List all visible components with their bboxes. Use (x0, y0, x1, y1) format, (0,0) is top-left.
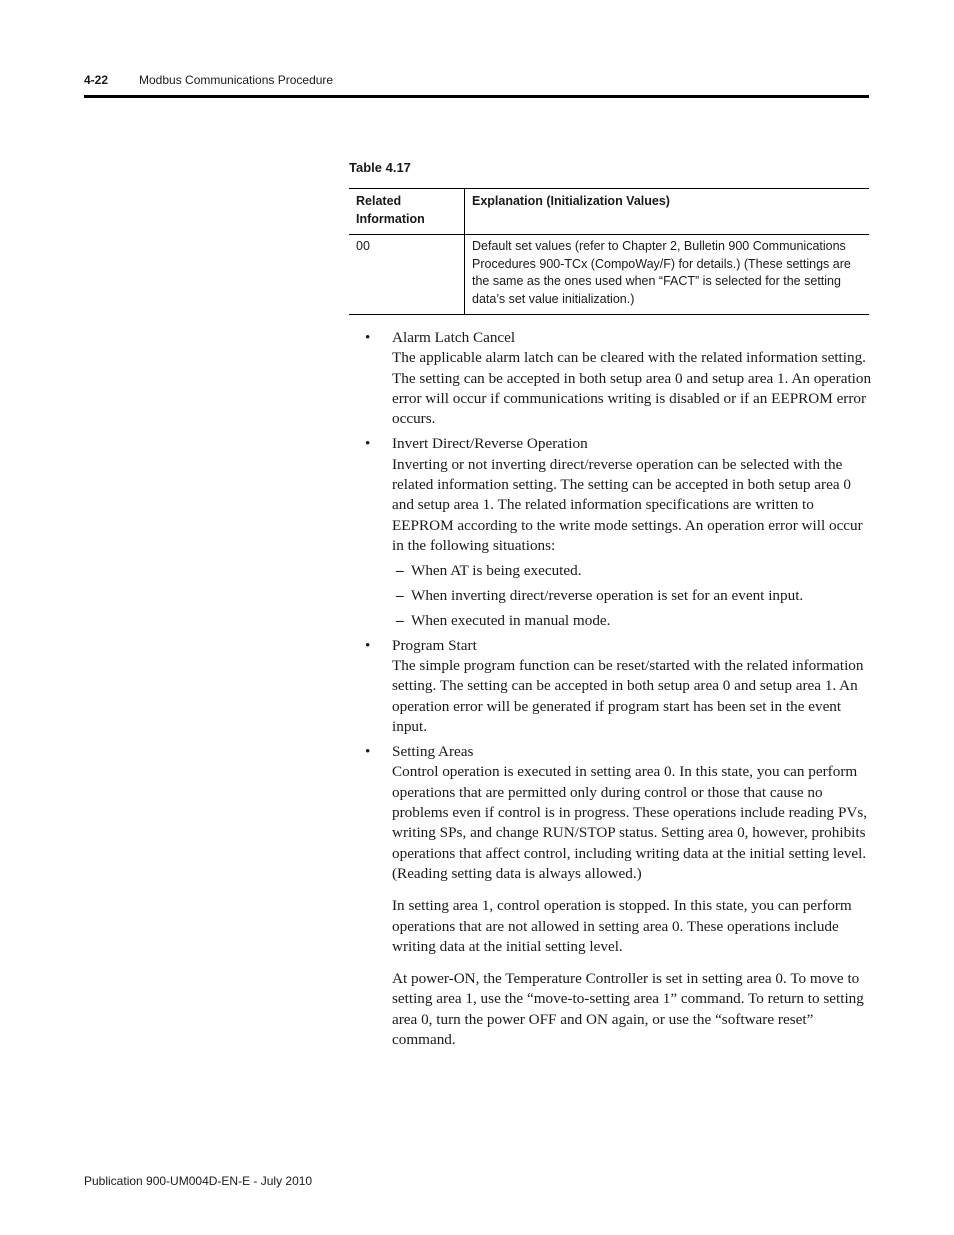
bullet-text: Inverting or not inverting direct/reverse operation can be selected with the related information setting. The setting can be accepted in both setup area 0 and setup area 1. The related information specifications are written to EEPROM according to the write mode settings. An operation error will occur in the following situations: (392, 455, 863, 554)
info-table (349, 188, 869, 315)
table-cell: 00 (349, 235, 465, 315)
body-text (363, 328, 873, 1050)
bullet-marker: • (365, 636, 371, 654)
paragraph: At power-ON, the Temperature Controller is set in setting area 0. To move to setting area 1, use the “move-to-setting area 1” command. To return to setting area 0, turn the power OFF and ON again, or use the “software reset” command. (392, 970, 864, 1048)
bullet-title: Program Start (392, 636, 477, 654)
column-header: Related Information (349, 189, 465, 235)
bullet-item (363, 434, 873, 556)
bullet-text: Control operation is executed in setting area 0. In this state, you can perform operations that are permitted only during control or those that cause no problems even if control is in progress. These operations include reading PVs, writing SPs, and change RUN/STOP status. Setting area 0, however, prohibits operations that affect control, including writing data at the initial setting level. (Reading setting data is always allowed.) (392, 763, 868, 882)
table-caption: Table 4.17 (349, 160, 411, 175)
dash-marker: – (396, 611, 404, 629)
dash-item (363, 561, 873, 581)
bullet-item (363, 328, 873, 429)
header-rule (84, 95, 869, 98)
paragraph: In setting area 1, control operation is stopped. In this state, you can perform operations that are not allowed in setting area 0. These operations include writing data at the initial setting level. (392, 897, 852, 955)
dash-text: When AT is being executed. (411, 562, 582, 580)
table-row (349, 235, 869, 315)
bullet-text: The simple program function can be reset/started with the related information setting. The setting can be accepted in both setup area 0 and setup area 1. An operation error will be generated if program start has been set in the event input. (392, 656, 864, 735)
dash-marker: – (396, 587, 404, 605)
bullet-title: Invert Direct/Reverse Operation (392, 435, 588, 453)
bullet-item (363, 742, 873, 884)
dash-marker: – (396, 562, 404, 580)
footer-publication: Publication 900-UM004D-EN-E - July 2010 (84, 1174, 313, 1188)
bullet-marker: • (365, 329, 371, 346)
bullet-marker: • (365, 743, 371, 761)
table-header-row (349, 189, 869, 235)
column-header: Explanation (Initialization Values) (465, 189, 870, 235)
table-cell: Default set values (refer to Chapter 2, Bulletin 900 Communications Procedures 900-TCx (CompoWay/F) for details.) (These settings are the same as the ones used when “FACT” is selected for the setting data’s set value initialization.) (465, 235, 870, 315)
section-title: Modbus Communications Procedure (139, 73, 334, 87)
bullet-marker: • (365, 435, 371, 453)
page-number: 4-22 (84, 73, 109, 87)
bullet-item (363, 636, 873, 737)
bullet-title: Alarm Latch Cancel (392, 329, 516, 346)
dash-text: When inverting direct/reverse operation is set for an event input. (411, 587, 804, 605)
dash-text: When executed in manual mode. (411, 611, 611, 629)
bullet-text: The applicable alarm latch can be cleared with the related information setting. The setting can be accepted in both setup area 0 and setup area 1. An operation error will occur if communications writing is disabled or if an EEPROM error occurs. (392, 349, 872, 428)
dash-item (363, 586, 873, 606)
dash-item (363, 611, 873, 631)
bullet-title: Setting Areas (392, 743, 474, 761)
